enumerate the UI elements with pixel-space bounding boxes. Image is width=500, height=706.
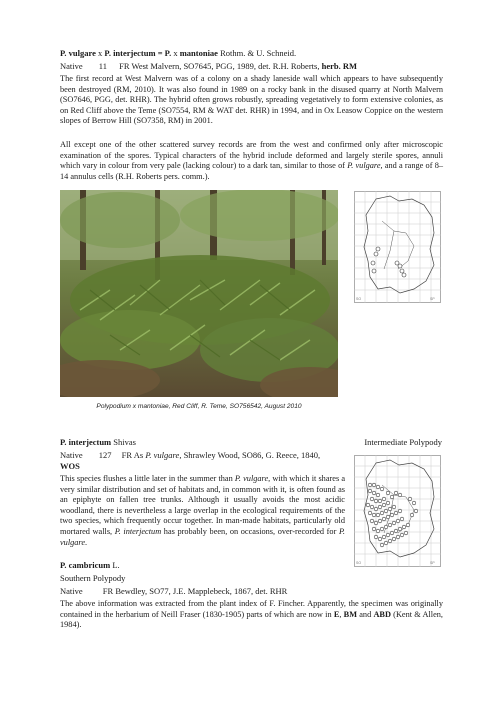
map-record-dot [376,513,380,517]
heading-x: x [95,48,105,58]
mantoniae-para2: All except one of the other scattered survey records are from the west and confirmed only after microscopic examination of the spores. Typical characters of the hybrid include deformed and largely sterile spores, annuli which vary in colour from very pale (lacking colour) to a dark tan, similar to those of P. vulgare, and a range of 8–14 annulus cells (R.H. Roberts pers. comm.). [60,140,443,181]
map-record-dot [394,511,398,515]
map-record-dot [382,517,386,521]
map-record-dot [384,509,388,513]
interjectum-status: Native [60,450,83,460]
map-record-dot [370,505,374,509]
cambricum-record [60,586,443,597]
map-record-dot [388,539,392,543]
photo-caption: Polypodium x mantoniae, Red Cliff, R. Teme, SO756542, August 2010 [96,403,302,410]
map-record-dot [376,485,380,489]
interjectum-name: P. interjectum [60,437,112,447]
map-record-dot [412,501,416,505]
map-record-dot [370,519,374,523]
record-code: FR [119,61,130,71]
map2-label-sp: SP [430,561,435,565]
cambricum-name: P. cambricum [60,560,111,570]
record-status: Native [60,61,83,71]
map-record-dot [382,503,386,507]
map-record-dot [376,529,380,533]
cambricum-status: Native [60,586,83,596]
heading-x2: x [171,48,180,58]
map-record-dot [372,483,376,487]
map-record-dot [366,503,370,507]
heading-name2: P. interjectum [104,48,156,58]
heading-eq: = [155,48,165,58]
map-record-dot [400,517,404,521]
map-record-dot [398,509,402,513]
record-text: West Malvern, SO7645, PGG, 1989, det. R.H. Roberts, [131,61,322,71]
map-record-dot [392,521,396,525]
map-record-dot [390,495,394,499]
interjectum-heading [60,437,136,448]
heading-name3: P. [164,48,172,58]
heading-name4: mantoniae [179,48,218,58]
interjectum-code: FR [121,450,133,460]
map-record-dot [388,523,392,527]
map-record-dot [372,491,376,495]
map-record-dot [394,491,398,495]
map-record-dot [414,509,418,513]
map-record-dot [394,529,398,533]
map-record-dot [370,497,374,501]
map-record-dot [382,535,386,539]
interjectum-common-name: Intermediate Polypody [364,437,442,447]
map-record-dot [374,521,378,525]
map-record-dot [396,519,400,523]
cambricum-author: L. [110,560,120,570]
mantoniae-para1: The first record at West Malvern was of a colony on a shady laneside wall which appears to have subsequently been destroyed (RM, 2010). It was also found in 1989 on a rocky bank in the disused quarry at North Malvern (SO7646, PGG, det. RHR). The hybrid often grows robustly, spreading vegetatively to form extensive colonies, as on Red Cliff above the Teme (SO7554, RM & WAT det. RHR) in 1994, and in Ox Leasow Coppice on the western slopes of Berrow Hill (SO7358, RM) in 2001. [60,74,443,126]
record-count: 11 [98,61,107,71]
map-record-dot [378,537,382,541]
map-record-dot [386,491,390,495]
map-record-dot [372,513,376,517]
map-record-dot [392,505,396,509]
distribution-map-interjectum [354,455,441,572]
map-record-dot [402,525,406,529]
map-record-dot [386,501,390,505]
map-record-dot [380,487,384,491]
cambricum-common-name: Southern Polypody [60,573,126,583]
map-record-dot [398,527,402,531]
cambricum-record-text: Bewdley, SO77, J.E. Mapplebeck, 1867, det. RHR [115,586,288,596]
distribution-map-mantoniae [354,191,441,308]
map-record-dot [380,527,384,531]
map-record-dot [390,531,394,535]
map1-label-so: SO [356,297,362,301]
map-record-dot [380,511,384,515]
map-record-dot [376,493,380,497]
cambricum-code: FR [102,586,114,596]
cambricum-para: The above information was extracted from the plant index of F. Fincher. Apparently, the specimen was originally contained in the herbarium of Neill Fraser (1830-1905) parts of which are now in E, BM and ABD (Kent & Allen, 1984). [60,599,443,630]
map-record-dot [398,493,402,497]
map1-label-sp: SP [430,297,435,301]
map-record-dot [408,497,412,501]
map-record-dot [380,543,384,547]
map-record-dot [396,535,400,539]
interjectum-author: Shivas [111,437,136,447]
heading-name: P. vulgare [60,48,96,58]
map-record-dot [374,499,378,503]
mantoniae-record [60,61,443,72]
map-record-dot [384,541,388,545]
map-record-dot [372,527,376,531]
map-record-dot [378,519,382,523]
map-record-dot [386,533,390,537]
map-record-dot [390,513,394,517]
map-record-dot [404,531,408,535]
cambricum-heading [60,560,120,571]
record-herb: herb. RM [321,61,358,71]
map-record-dot [392,537,396,541]
interjectum-record: Native 127 FR As P. vulgare, Shrawley Wood, SO86, G. Reece, 1840, WOS [60,450,321,471]
map-record-dot [368,483,372,487]
map-record-dot [400,533,404,537]
map-record-dot [368,511,372,515]
map-record-dot [374,507,378,511]
map-record-dot [386,515,390,519]
map-record-dot [368,489,372,493]
map-record-dot [378,505,382,509]
map-record-dot [388,507,392,511]
mantoniae-heading [60,48,296,59]
interjectum-count: 127 [98,450,112,460]
map-record-dot [374,535,378,539]
map-record-dot [382,497,386,501]
map-record-dot [410,513,414,517]
fern-photo [60,190,338,397]
map2-label-so: SO [356,561,362,565]
interjectum-herb: WOS [60,461,80,471]
interjectum-para: This species flushes a little later in the summer than P. vulgare, with which it shares a very similar distribution and set of habitats and, in common with it, is often found as an epiphyte on fallen tree trunks. Although it usually avoids the most acidic woodland, there is nevertheless a large overlap in the ecological requirements of the two species, which frequently occur together. In man-made habitats, particularly old mortared walls, P. interjectum has probably been, on occasions, over-recorded for P. vulgare. [60,474,346,547]
map-record-dot [406,523,410,527]
map-record-dot [378,499,382,503]
heading-authors: Rothm. & U. Schneid. [217,48,297,58]
map-record-dot [384,525,388,529]
